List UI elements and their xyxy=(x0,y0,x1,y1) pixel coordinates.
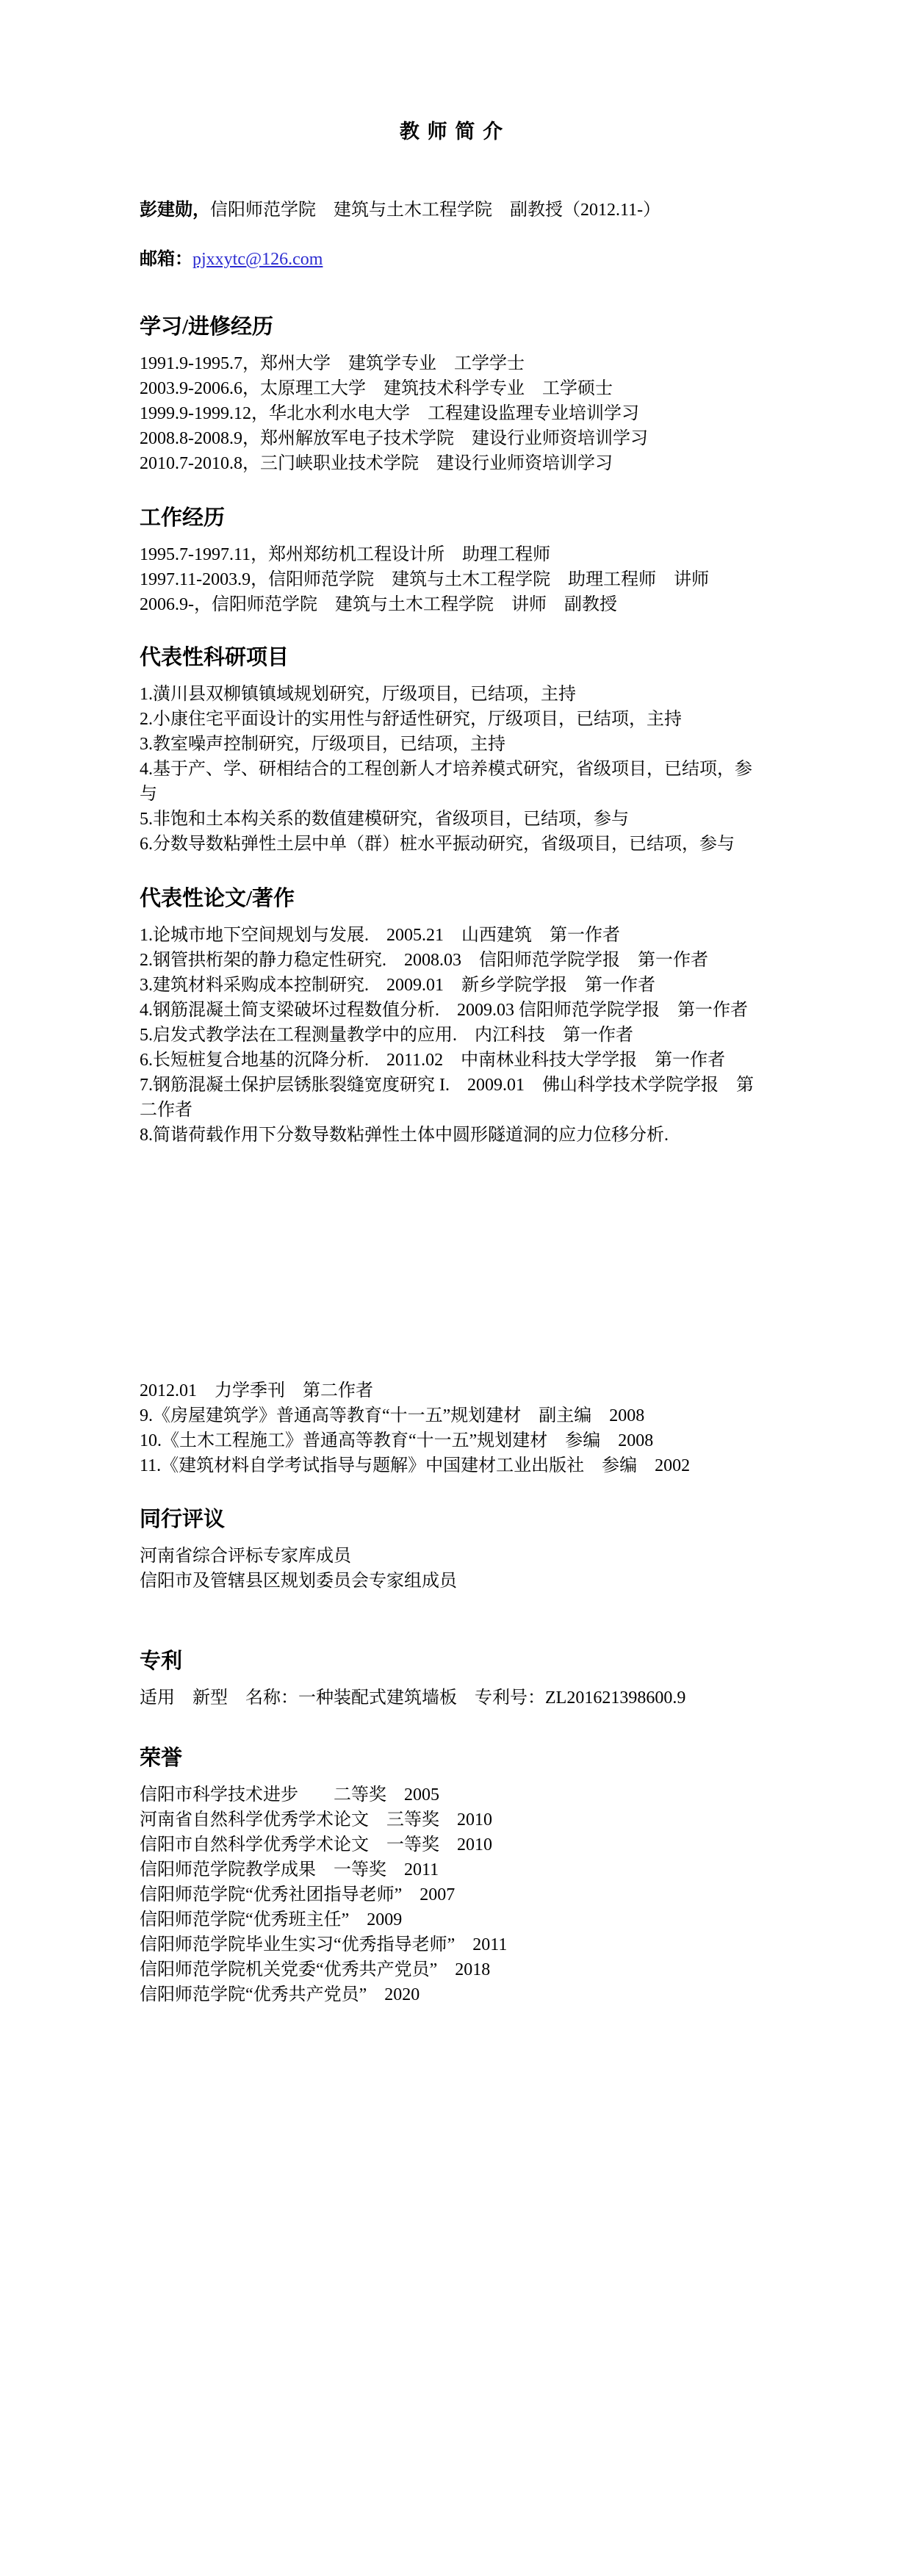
list-item: 河南省自然科学优秀学术论文 三等奖 2010 xyxy=(140,1810,492,1830)
list-item: 1995.7-1997.11，郑州郑纺机工程设计所 助理工程师 xyxy=(140,545,551,564)
teacher-name: 彭建勋， xyxy=(140,201,210,220)
list-item: 2008.8-2008.9，郑州解放军电子技术学院 建设行业师资培训学习 xyxy=(140,429,648,448)
list-item: 1991.9-1995.7，郑州大学 建筑学专业 工学学士 xyxy=(140,354,525,373)
document-body xyxy=(140,0,764,2007)
list-item: 信阳师范学院毕业生实习“优秀指导老师” 2011 xyxy=(140,1935,508,1954)
list-item: 11.《建筑材料自学考试指导与题解》中国建材工业出版社 参编 2002 xyxy=(140,1456,691,1475)
list-item: 2.小康住宅平面设计的实用性与舒适性研究，厅级项目，已结项，主持 xyxy=(140,710,682,729)
list-item: 信阳师范学院“优秀社团指导老师” 2007 xyxy=(140,1885,455,1904)
list-item: 1999.9-1999.12，华北水利水电大学 工程建设监理专业培训学习 xyxy=(140,404,639,423)
list-item: 河南省综合评标专家库成员 xyxy=(140,1547,351,1566)
list-item: 1.潢川县双柳镇镇域规划研究，厅级项目，已结项，主持 xyxy=(140,685,576,704)
section-publications xyxy=(140,886,764,1478)
list-item: 2.钢管拱桁架的静力稳定性研究. 2008.03 信阳师范学院学报 第一作者 xyxy=(140,951,708,970)
list-item: 5.启发式教学法在工程测量教学中的应用. 内江科技 第一作者 xyxy=(140,1026,633,1045)
list-item: 1997.11-2003.9，信阳师范学院 建筑与土木工程学院 助理工程师 讲师 xyxy=(140,570,710,589)
list-item: 信阳师范学院“优秀共产党员” 2020 xyxy=(140,1985,420,2004)
honors-list xyxy=(140,1782,764,2007)
section-heading-patent: 专利 xyxy=(140,1649,183,1673)
teacher-affiliation: 信阳师范学院 建筑与土木工程学院 副教授（2012.11-） xyxy=(210,201,661,220)
peer-review-list xyxy=(140,1544,764,1594)
section-heading-work: 工作经历 xyxy=(140,506,226,530)
list-item: 信阳师范学院教学成果 一等奖 2011 xyxy=(140,1860,439,1879)
list-item: 4.基于产、学、研相结合的工程创新人才培养模式研究，省级项目，已结项，参与 xyxy=(140,760,752,804)
section-projects xyxy=(140,645,764,857)
patent-list xyxy=(140,1685,764,1710)
work-list xyxy=(140,542,764,617)
list-item: 2006.9-，信阳师范学院 建筑与土木工程学院 讲师 副教授 xyxy=(140,595,617,614)
list-item: 信阳市自然科学优秀学术论文 一等奖 2010 xyxy=(140,1835,492,1854)
section-work xyxy=(140,506,764,617)
list-item: 6.分数导数粘弹性土层中单（群）桩水平振动研究，省级项目，已结项，参与 xyxy=(140,835,735,854)
list-item: 信阳师范学院“优秀班主任” 2009 xyxy=(140,1910,403,1929)
section-patent xyxy=(140,1649,764,1710)
list-item: 信阳市及管辖县区规划委员会专家组成员 xyxy=(140,1572,457,1591)
list-item: 信阳师范学院机关党委“优秀共产党员” 2018 xyxy=(140,1960,491,1979)
list-item: 10.《土木工程施工》普通高等教育“十一五”规划建材 参编 2008 xyxy=(140,1431,654,1450)
section-peer-review xyxy=(140,1507,764,1594)
list-item: 4.钢筋混凝土简支梁破坏过程数值分析. 2009.03 信阳师范学院学报 第一作者 xyxy=(140,1001,748,1020)
list-item: 2010.7-2010.8，三门峡职业技术学院 建设行业师资培训学习 xyxy=(140,454,613,473)
section-study xyxy=(140,314,764,476)
list-item: 2012.01 力学季刊 第二作者 xyxy=(140,1381,373,1400)
email-link[interactable]: pjxxytc@126.com xyxy=(192,250,323,269)
email-label: 邮箱： xyxy=(140,250,192,269)
list-item: 5.非饱和土本构关系的数值建模研究，省级项目，已结项，参与 xyxy=(140,810,629,829)
list-item: 8.简谐荷载作用下分数导数粘弹性土体中圆形隧道洞的应力位移分析. xyxy=(140,1126,669,1145)
list-item: 6.长短桩复合地基的沉降分析. 2011.02 中南林业科技大学学报 第一作者 xyxy=(140,1051,726,1070)
email-line xyxy=(140,247,764,272)
section-heading-publications: 代表性论文/著作 xyxy=(140,887,295,910)
list-item: 适用 新型 名称：一种装配式建筑墙板 专利号：ZL201621398600.9 xyxy=(140,1688,686,1708)
publications-list xyxy=(140,923,764,1148)
page-title: 教 师 简 介 xyxy=(399,120,505,143)
section-heading-honors: 荣誉 xyxy=(140,1746,183,1770)
list-item: 7.钢筋混凝土保护层锈胀裂缝宽度研究 I. 2009.01 佛山科学技术学院学报 第二作者 xyxy=(140,1076,754,1120)
list-item: 1.论城市地下空间规划与发展. 2005.21 山西建筑 第一作者 xyxy=(140,926,620,945)
study-list xyxy=(140,351,764,476)
profile-line xyxy=(140,198,764,223)
list-item: 2003.9-2006.6，太原理工大学 建筑技术科学专业 工学硕士 xyxy=(140,379,613,398)
publications-list-continued xyxy=(140,1378,764,1478)
list-item: 3.教室噪声控制研究，厅级项目，已结项，主持 xyxy=(140,735,505,754)
section-heading-study: 学习/进修经历 xyxy=(140,315,274,339)
section-heading-peer-review: 同行评议 xyxy=(140,1508,226,1531)
list-item: 9.《房屋建筑学》普通高等教育“十一五”规划建材 副主编 2008 xyxy=(140,1406,645,1425)
section-heading-projects: 代表性科研项目 xyxy=(140,646,289,669)
list-item: 3.建筑材料采购成本控制研究. 2009.01 新乡学院学报 第一作者 xyxy=(140,976,655,995)
section-honors xyxy=(140,1746,764,2007)
list-item: 信阳市科学技术进步 二等奖 2005 xyxy=(140,1785,439,1805)
projects-list xyxy=(140,682,764,857)
